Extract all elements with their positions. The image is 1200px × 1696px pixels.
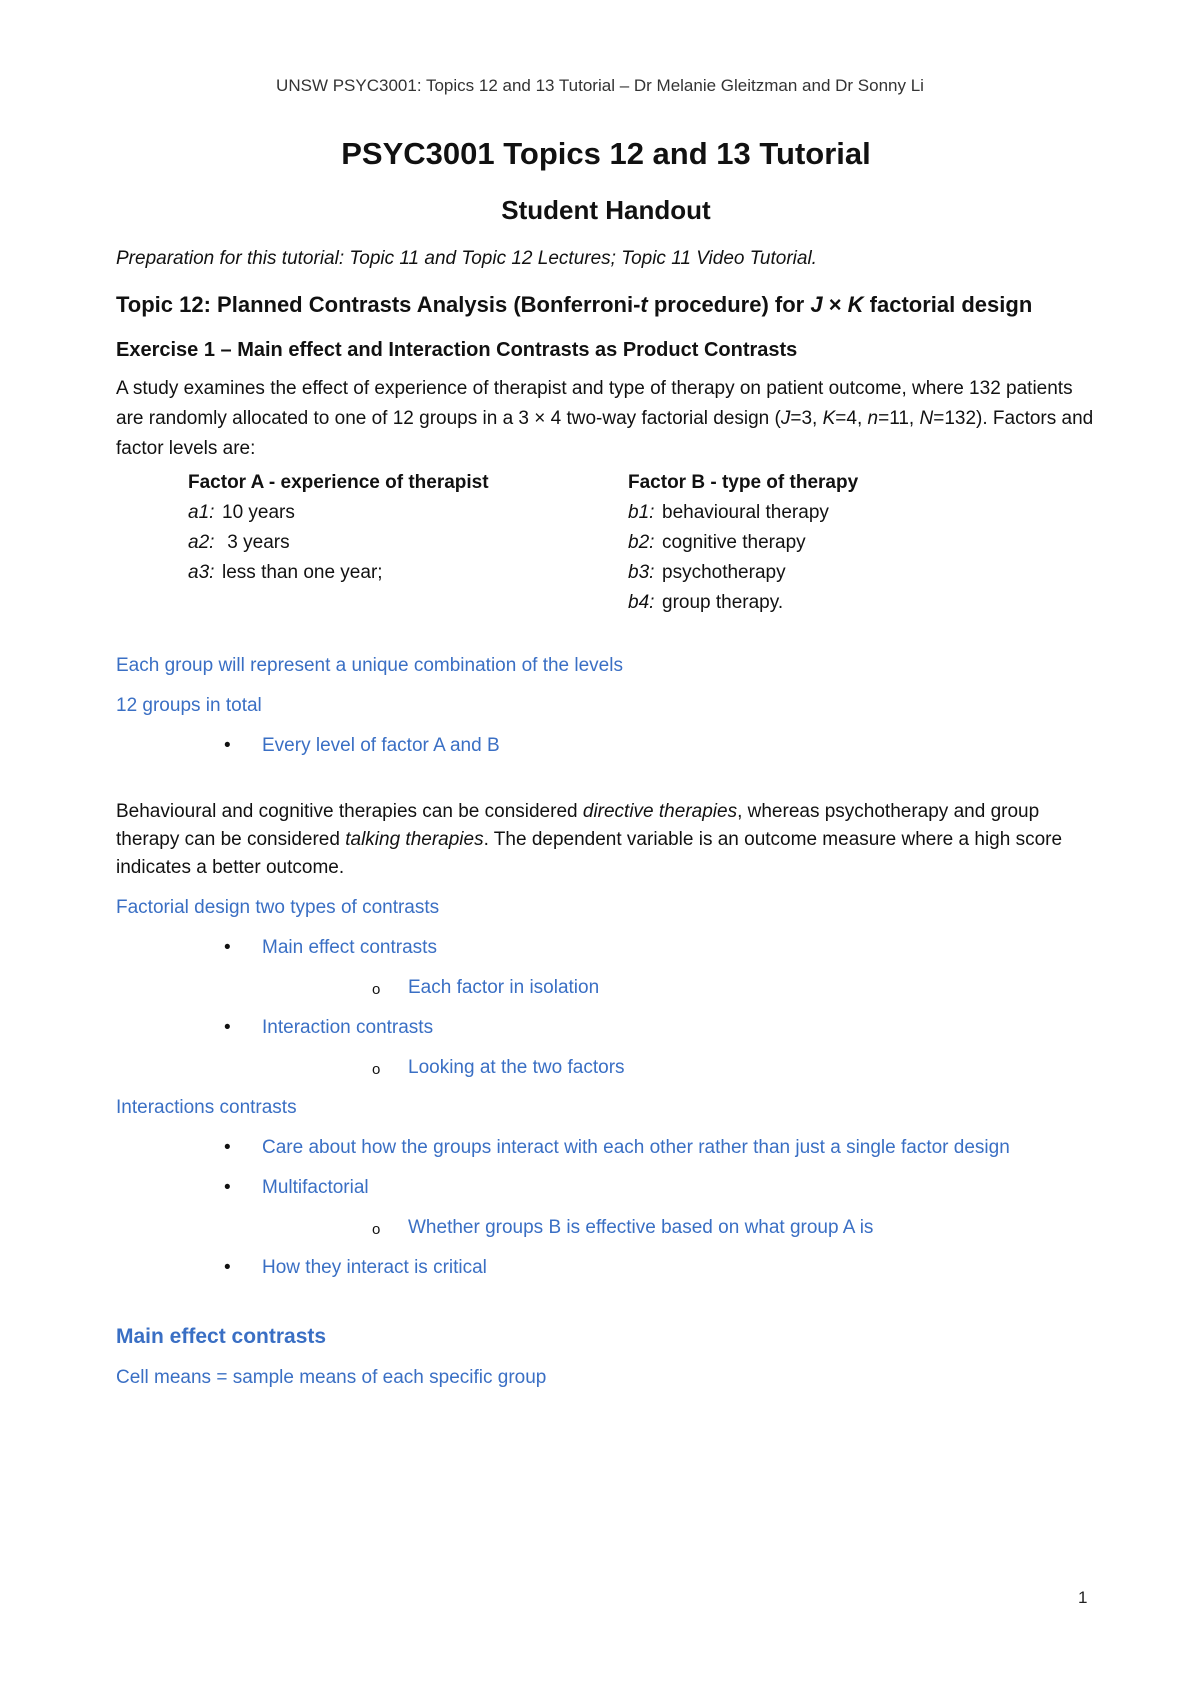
bullet-item: • Every level of factor A and B <box>116 732 1096 760</box>
factor-a-heading: Factor A - experience of therapist <box>188 472 489 493</box>
exercise-heading: Exercise 1 – Main effect and Interaction Contrasts as Product Contrasts <box>116 339 798 361</box>
factor-table <box>188 468 1096 618</box>
running-header: UNSW PSYC3001: Topics 12 and 13 Tutorial – Dr Melanie Gleitzman and Dr Sonny Li <box>276 76 924 95</box>
factor-a-column <box>188 468 628 618</box>
bullet-item: • How they interact is critical <box>116 1254 1096 1282</box>
note-line: Each group will represent a unique combination of the levels <box>116 655 623 676</box>
factor-b-level: b1: behavioural therapy <box>628 502 829 523</box>
factor-b-heading: Factor B - type of therapy <box>628 472 859 493</box>
circle-bullet-icon: o <box>372 1061 381 1078</box>
bullet-icon: • <box>224 735 231 756</box>
main-effect-heading: Main effect contrasts <box>116 1325 327 1348</box>
topic-heading: Topic 12: Planned Contrasts Analysis (Bonferroni-t procedure) for J × K factorial design <box>116 292 1033 317</box>
factor-b-level: b2: cognitive therapy <box>628 532 806 553</box>
document-subtitle: Student Handout <box>501 195 711 225</box>
note-line: 12 groups in total <box>116 695 262 716</box>
sub-bullet-item: o Each factor in isolation <box>116 974 1096 1002</box>
sub-bullet-item: o Whether groups B is effective based on what group A is <box>116 1214 1096 1242</box>
page-number: 1 <box>1078 1588 1088 1607</box>
spacer <box>116 760 1096 798</box>
bullet-icon: • <box>224 937 231 958</box>
bullet-icon: • <box>224 1257 231 1278</box>
factor-a-level: a3: less than one year; <box>188 562 383 583</box>
note-line: Cell means = sample means of each specific group <box>116 1367 547 1388</box>
note-heading: Factorial design two types of contrasts <box>116 897 440 918</box>
bullet-item: • Care about how the groups interact with each other rather than just a single factor design <box>116 1134 1096 1162</box>
bullet-icon: • <box>224 1177 231 1198</box>
page-content <box>116 134 1096 1392</box>
bullet-item: • Main effect contrasts <box>116 934 1096 962</box>
sub-bullet-item: o Looking at the two factors <box>116 1054 1096 1082</box>
factor-b-column <box>628 468 1068 618</box>
factor-a-level: a1: 10 years <box>188 502 295 523</box>
spacer <box>116 1282 1096 1322</box>
factor-b-level: b3: psychotherapy <box>628 562 786 583</box>
preparation-note: Preparation for this tutorial: Topic 11 and Topic 12 Lectures; Topic 11 Video Tutorial. <box>116 248 817 269</box>
bullet-icon: • <box>224 1137 231 1158</box>
intro-paragraph: A study examines the effect of experience of therapist and type of therapy on patient outcome, where 132 patients are randomly allocated to one of 12 groups in a 3 × 4 two-way factorial design (J=3, K=4, n=11, N=132). Factors and factor levels are: <box>116 378 1094 459</box>
bullet-item: • Multifactorial <box>116 1174 1096 1202</box>
directive-paragraph: Behavioural and cognitive therapies can be considered directive therapies, whereas psychotherapy and group therapy can be considered talking therapies. The dependent variable is an outcome measure where a high score indicates a better outcome. <box>116 801 1063 878</box>
factor-a-level: a2: 3 years <box>188 532 290 553</box>
spacer <box>116 618 1096 652</box>
bullet-icon: • <box>224 1017 231 1038</box>
bullet-item: • Interaction contrasts <box>116 1014 1096 1042</box>
circle-bullet-icon: o <box>372 1221 381 1238</box>
circle-bullet-icon: o <box>372 981 381 998</box>
factor-b-level: b4: group therapy. <box>628 592 784 613</box>
note-heading: Interactions contrasts <box>116 1097 297 1118</box>
document-title: PSYC3001 Topics 12 and 13 Tutorial <box>341 136 871 171</box>
